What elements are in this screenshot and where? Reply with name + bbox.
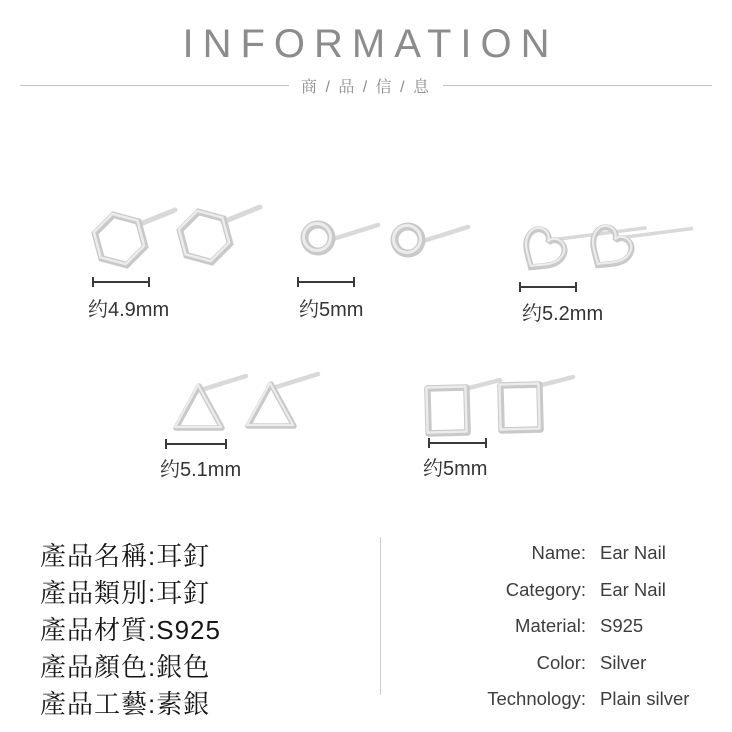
cn-detail-name: 產品名稱:耳釘 [40, 541, 211, 571]
en-detail-row-category [400, 572, 712, 609]
square-stud-icon [420, 366, 578, 438]
en-label: Technology: [487, 688, 586, 710]
en-label: Color: [536, 651, 586, 673]
subtitle-row [20, 75, 712, 95]
cn-detail-category: 產品類別:耳釘 [40, 578, 211, 608]
details-chinese [40, 536, 221, 721]
product-hexagon-studs [88, 198, 266, 321]
vertical-divider [380, 537, 381, 695]
en-value: Silver [600, 651, 647, 673]
en-detail-row-material [400, 608, 712, 645]
divider-line-right [443, 85, 712, 86]
en-detail-row-color [400, 645, 712, 682]
hexagon-stud-icon [88, 198, 266, 276]
en-value: S925 [600, 615, 644, 637]
en-detail-row-name [400, 535, 712, 572]
heart-stud-icon [515, 212, 693, 276]
measure-line [428, 438, 487, 448]
en-label: Name: [531, 542, 586, 564]
size-label: 约5.2mm [522, 303, 604, 325]
product-triangle-studs [160, 366, 322, 481]
measure-line [165, 439, 227, 449]
size-label: 约5mm [299, 299, 364, 321]
circle-stud-icon [293, 198, 475, 276]
en-value: Plain silver [600, 688, 690, 710]
en-value: Ear Nail [600, 578, 666, 600]
size-label: 约5.1mm [160, 459, 242, 481]
divider-line-left [20, 85, 289, 86]
cn-detail-technology: 產品工藝:素銀 [40, 689, 211, 719]
measure-line [519, 282, 577, 292]
en-detail-row-technology [400, 681, 712, 718]
page-subtitle: 商 / 品 / 信 / 息 [301, 78, 432, 96]
en-value: Ear Nail [600, 542, 666, 564]
cn-detail-material: 產品材質:S925 [40, 615, 221, 645]
measure-line [92, 277, 150, 287]
page-title: INFORMATION [182, 22, 559, 66]
product-heart-studs [515, 212, 693, 325]
product-square-studs [420, 366, 578, 481]
cn-detail-color: 產品顏色:銀色 [40, 652, 211, 682]
measure-line [297, 277, 355, 287]
en-label: Material: [515, 615, 586, 637]
size-label: 约4.9mm [88, 299, 170, 321]
en-label: Category: [505, 578, 586, 600]
product-circle-studs [293, 198, 475, 321]
triangle-stud-icon [160, 366, 322, 434]
size-label: 约5mm [423, 458, 488, 480]
details-english [400, 535, 712, 718]
